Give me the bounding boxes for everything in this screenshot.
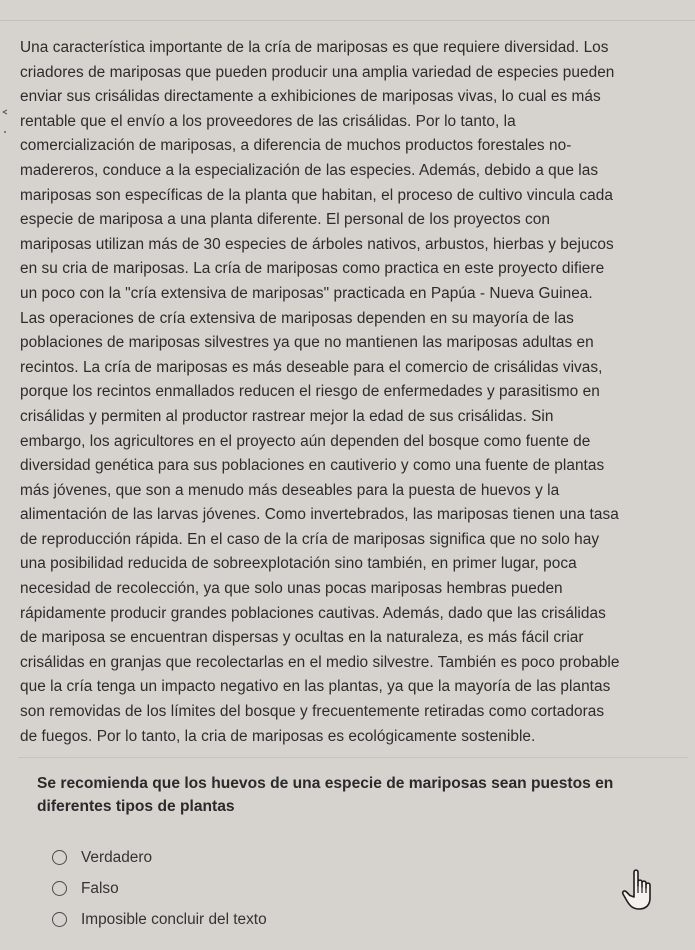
question-line: Se recomienda que los huevos de una especie de mariposas sean puestos en: [37, 775, 614, 792]
passage-line: son removidas de los límites del bosque y frecuentemente retiradas como cortadoras: [20, 703, 605, 721]
passage-line: de reproducción rápida. En el caso de la cría de mariposas significa que no solo hay: [20, 530, 600, 548]
passage-line: Las operaciones de cría extensiva de mariposas dependen en su mayoría de las: [20, 309, 574, 327]
radio-button[interactable]: [52, 912, 67, 927]
passage-line: enviar sus crisálidas directamente a exhibiciones de mariposas vivas, lo cual es más: [20, 88, 601, 106]
passage-line: Una característica importante de la cría de mariposas es que requiere diversidad. Los: [20, 39, 609, 56]
passage-line: criadores de mariposas que pueden producir una amplia variedad de especies pueden: [20, 63, 615, 81]
option-falso[interactable]: [52, 873, 452, 904]
option-label: Verdadero: [81, 848, 153, 866]
passage-line: necesidad de recolección, ya que solo unas pocas mariposas hembras pueden: [20, 580, 563, 598]
passage-line: madereros, conduce a la especialización de las especies. Además, debido a que las: [20, 161, 599, 179]
passage-line: que la cría tenga un impacto negativo en las plantas, ya que la mayoría de las plantas: [20, 678, 611, 696]
option-label: Imposible concluir del texto: [81, 910, 267, 928]
option-imposible-concluir[interactable]: [52, 904, 452, 935]
passage-line: poblaciones de mariposas silvestres ya que no mantienen las mariposas adultas en: [20, 334, 594, 352]
radio-button[interactable]: [52, 850, 67, 865]
option-label: Falso: [81, 879, 119, 897]
option-verdadero[interactable]: [52, 842, 452, 873]
passage-line: diversidad genética para sus poblaciones en cautiverio y como una fuente de plantas: [20, 457, 605, 475]
passage-line: recintos. La cría de mariposas es más deseable para el comercio de crisálidas vivas,: [20, 358, 603, 376]
passage-line: una posibilidad reducida de sobreexplotación sino también, en primer lugar, poca: [20, 555, 577, 573]
hand-pointer-icon: [621, 866, 657, 914]
passage-line: rentable que el envío a los proveedores de las crisálidas. Por lo tanto, la: [20, 112, 516, 130]
passage-line: crisálidas en granjas que recolectarlas en el medio silvestre. También es poco probable: [20, 653, 620, 671]
passage-line: un poco con la "cría extensiva de mariposas" practicada en Papúa - Nueva Guinea.: [20, 284, 593, 302]
passage-line: crisálidas y permiten al productor rastrear mejor la edad de sus crisálidas. Sin: [20, 407, 554, 425]
passage-line: de mariposa se encuentran dispersas y ocultas en la naturaleza, es más fácil criar: [20, 629, 584, 647]
radio-button[interactable]: [52, 881, 67, 896]
left-edge-mark-icon: [2, 109, 8, 115]
passage-line: embargo, los agricultores en el proyecto aún dependen del bosque como fuente de: [20, 432, 591, 450]
passage-line: en su cria de mariposas. La cría de mariposas como practica en este proyecto difiere: [20, 260, 605, 278]
top-divider: [0, 20, 695, 21]
passage-line: especie de mariposa a una planta diferente. El personal de los proyectos con: [20, 211, 550, 229]
passage-line: rápidamente producir grandes poblaciones cautivas. Además, dado que las crisálidas: [20, 604, 606, 622]
answer-options: [52, 842, 452, 935]
passage-line: más jóvenes, que son a menudo más deseables para la puesta de huevos y la: [20, 481, 560, 499]
passage-line: porque los recintos enmallados reducen el riesgo de enfermedades y parasitismo en: [20, 383, 600, 401]
passage-line: mariposas son específicas de la planta que habitan, el proceso de cultivo vincula cada: [20, 186, 613, 204]
passage-line: mariposas utilizan más de 30 especies de árboles nativos, arbustos, hierbas y bejucos: [20, 235, 614, 253]
reading-passage: [20, 36, 680, 749]
passage-line: comercialización de mariposas, a diferencia de muchos productos forestales no-: [20, 137, 572, 155]
question-statement: [37, 772, 667, 818]
question-line: diferentes tipos de plantas: [37, 798, 235, 815]
passage-line: alimentación de las larvas jóvenes. Como invertebrados, las mariposas tienen una tasa: [20, 506, 619, 524]
left-edge-mark-icon: [2, 129, 8, 135]
passage-line: de fuegos. Por lo tanto, la cria de mariposas es ecológicamente sostenible.: [20, 727, 536, 745]
section-divider: [18, 757, 688, 758]
